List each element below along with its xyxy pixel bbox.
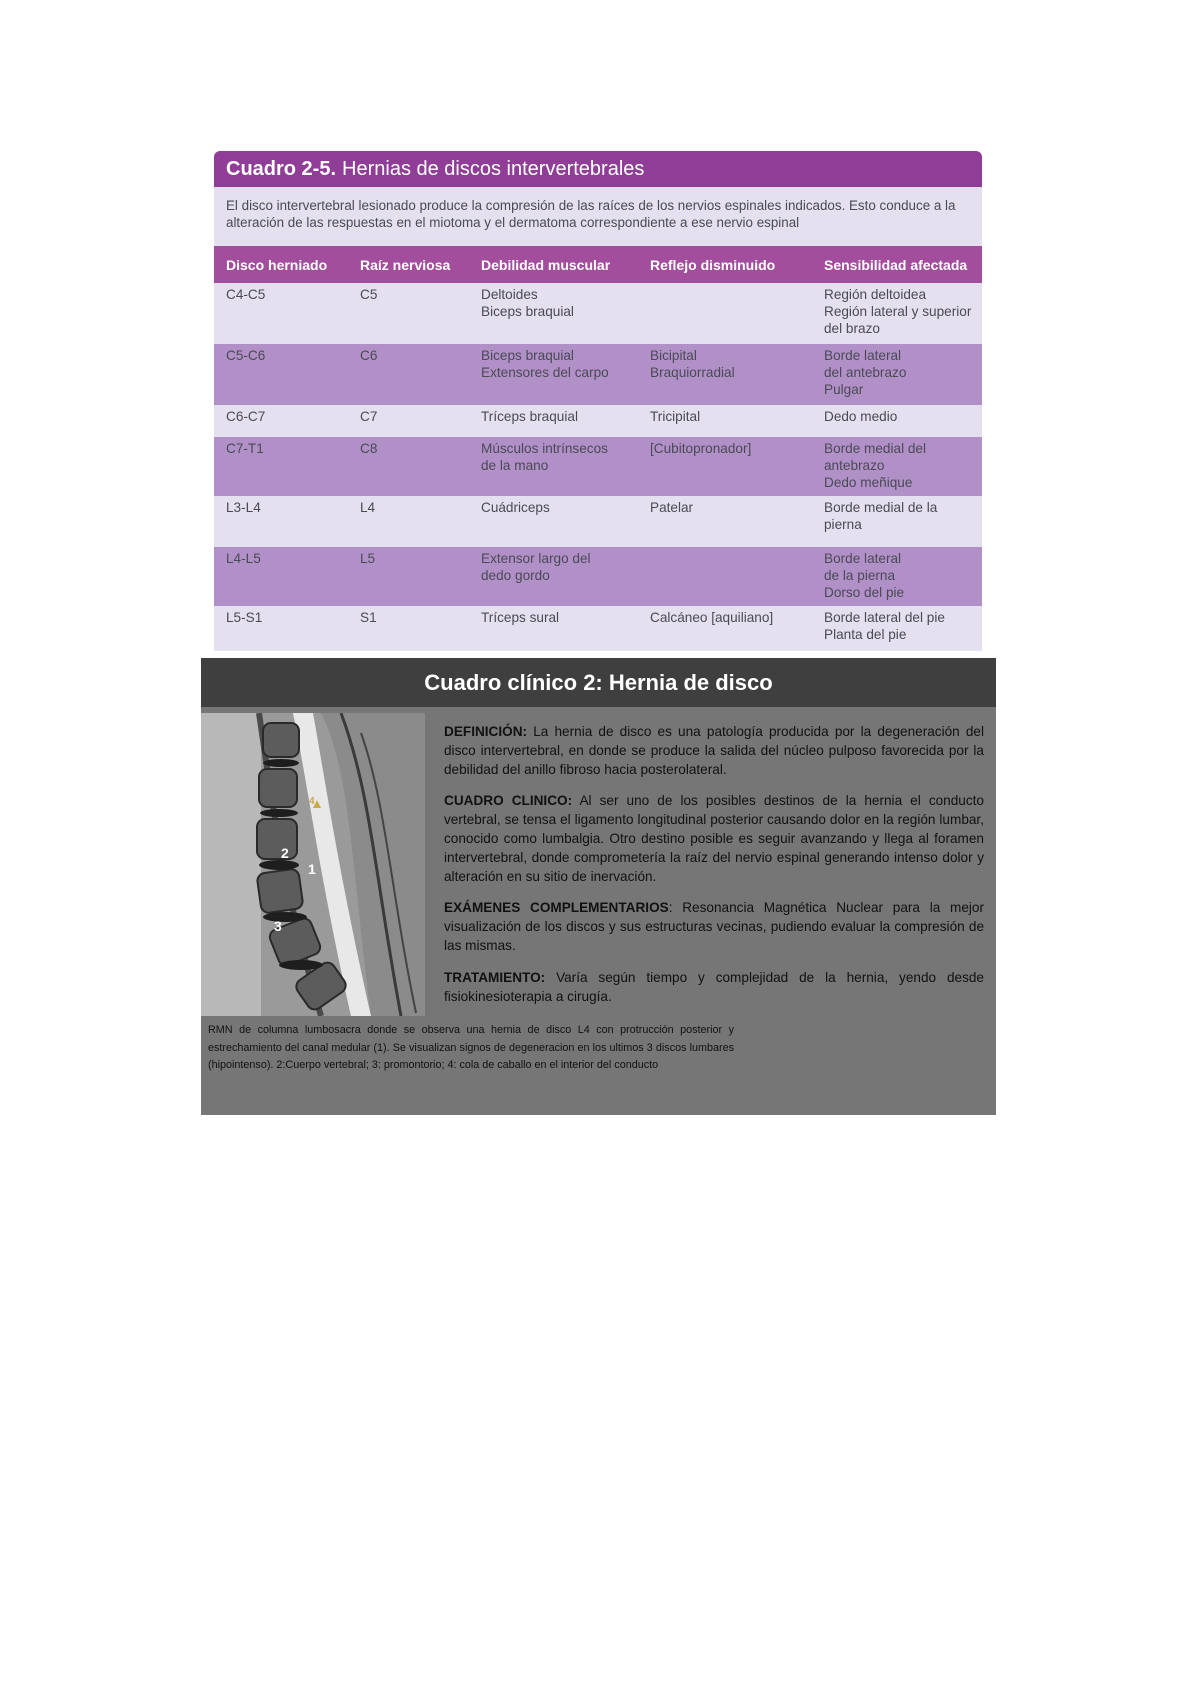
- column-header: Debilidad muscular: [469, 246, 638, 283]
- table-cell: L5: [348, 547, 469, 606]
- table-cell: C5: [348, 283, 469, 344]
- table-cell: Extensor largo del dedo gordo: [469, 547, 638, 606]
- column-header: Reflejo disminuido: [638, 246, 812, 283]
- table-cell: Tríceps sural: [469, 606, 638, 651]
- table-cell: C8: [348, 437, 469, 496]
- mri-label-1: 1: [308, 861, 316, 877]
- table-cell: C7: [348, 405, 469, 437]
- mri-label-2: 2: [281, 845, 289, 861]
- table-cell: L4-L5: [214, 547, 348, 606]
- table-cell: C5-C6: [214, 344, 348, 405]
- table-cell: C4-C5: [214, 283, 348, 344]
- table-cell: [Cubitopronador]: [638, 437, 812, 496]
- section-label: TRATAMIENTO:: [444, 969, 546, 985]
- table-cell: [638, 547, 812, 606]
- table-card-title-prefix: Cuadro 2-5.: [226, 158, 337, 180]
- complementary-exams-paragraph: [444, 899, 984, 955]
- table-cell: Borde lateral del pie Planta del pie: [812, 606, 982, 651]
- treatment-paragraph: [444, 969, 984, 1007]
- clinical-case-title: Cuadro clínico 2: Hernia de disco: [201, 658, 996, 707]
- section-text: Varía según tiempo y complejidad de la hernia, yendo desde fisiokinesioterapia a cirugía.: [444, 969, 984, 1004]
- table-cell: Cuádriceps: [469, 496, 638, 547]
- definition-paragraph: [444, 723, 984, 779]
- mri-spine-image: [201, 713, 425, 1016]
- table-cell: Deltoides Biceps braquial: [469, 283, 638, 344]
- table-cell: C6-C7: [214, 405, 348, 437]
- table-row: [214, 405, 982, 437]
- table-row: [214, 437, 982, 496]
- table-cell: C6: [348, 344, 469, 405]
- table-cell: Borde medial de la pierna: [812, 496, 982, 547]
- table-cell: Tricipital: [638, 405, 812, 437]
- column-header: Disco herniado: [214, 246, 348, 283]
- table-cell: C7-T1: [214, 437, 348, 496]
- table-cell: S1: [348, 606, 469, 651]
- table-cell: L5-S1: [214, 606, 348, 651]
- table-row: [214, 344, 982, 405]
- section-label: CUADRO CLINICO:: [444, 793, 573, 809]
- table-cell: Patelar: [638, 496, 812, 547]
- section-text: La hernia de disco es una patología producida por la degeneración del disco intervertebral, en donde se produce la salida del núcleo pulposo favorecida por la debilidad del anillo fibroso hacia posterolateral.: [444, 724, 984, 777]
- mri-label-3: 3: [274, 918, 282, 934]
- table-cell: Calcáneo [aquiliano]: [638, 606, 812, 651]
- clinical-case-card: [201, 658, 996, 1115]
- table-row: [214, 496, 982, 547]
- column-header: Sensibilidad afectada: [812, 246, 982, 283]
- table-cell: Borde lateral del antebrazo Pulgar: [812, 344, 982, 405]
- table-header-row: [214, 246, 982, 283]
- table-cell: Biceps braquial Extensores del carpo: [469, 344, 638, 405]
- table-cell: Bicipital Braquiorradial: [638, 344, 812, 405]
- clinical-case-text: [444, 723, 984, 1019]
- table-card-intro: El disco intervertebral lesionado produce la compresión de las raíces de los nervios espinales indicados. Esto conduce a la alteración de las respuestas en el miotoma y el dermatoma correspondiente a ese nervio espinal: [214, 187, 982, 246]
- table-cell: [638, 283, 812, 344]
- table-cell: Borde medial del antebrazo Dedo meñique: [812, 437, 982, 496]
- hernia-table-card: [214, 151, 982, 651]
- mri-label-4: 4: [309, 796, 315, 807]
- table-cell: L3-L4: [214, 496, 348, 547]
- column-header: Raíz nerviosa: [348, 246, 469, 283]
- table-row: [214, 547, 982, 606]
- table-card-title-text: Hernias de discos intervertebrales: [342, 158, 645, 180]
- table-card-title: [214, 151, 982, 187]
- table-cell: L4: [348, 496, 469, 547]
- table-cell: Borde lateral de la pierna Dorso del pie: [812, 547, 982, 606]
- section-label: DEFINICIÓN:: [444, 724, 528, 739]
- table-cell: Dedo medio: [812, 405, 982, 437]
- section-text: Al ser uno de los posibles destinos de la hernia el conducto vertebral, se tensa el ligamento longitudinal posterior causando dolor en la región lumbar, conocido como lumbalgia. Otro destino posible es seguir avanzando y llega al foramen intervertebral, donde comprometería la raíz del nervio espinal generando intenso dolor y alteración en su sitio de inervación.: [444, 793, 984, 884]
- section-text: : Resonancia Magnética Nuclear para la mejor visualización de los discos y sus estructuras vecinas, pudiendo evaluar la compresión de las mismas.: [444, 900, 984, 953]
- hernia-table: [214, 246, 982, 651]
- table-cell: Región deltoidea Región lateral y superior del brazo: [812, 283, 982, 344]
- clinical-picture-paragraph: [444, 792, 984, 886]
- table-cell: Tríceps braquial: [469, 405, 638, 437]
- table-cell: Músculos intrínsecos de la mano: [469, 437, 638, 496]
- table-row: [214, 606, 982, 651]
- table-row: [214, 283, 982, 344]
- section-label: EXÁMENES COMPLEMENTARIOS: [444, 900, 669, 916]
- mri-caption: RMN de columna lumbosacra donde se observa una hernia de disco L4 con protrucción posterior y estrechamiento del canal medular (1). Se visualizan signos de degeneracion en los ultimos 3 discos lumbares (hipointenso). 2:Cuerpo vertebral; 3: promontorio; 4: cola de caballo en el interior del conducto: [208, 1024, 734, 1071]
